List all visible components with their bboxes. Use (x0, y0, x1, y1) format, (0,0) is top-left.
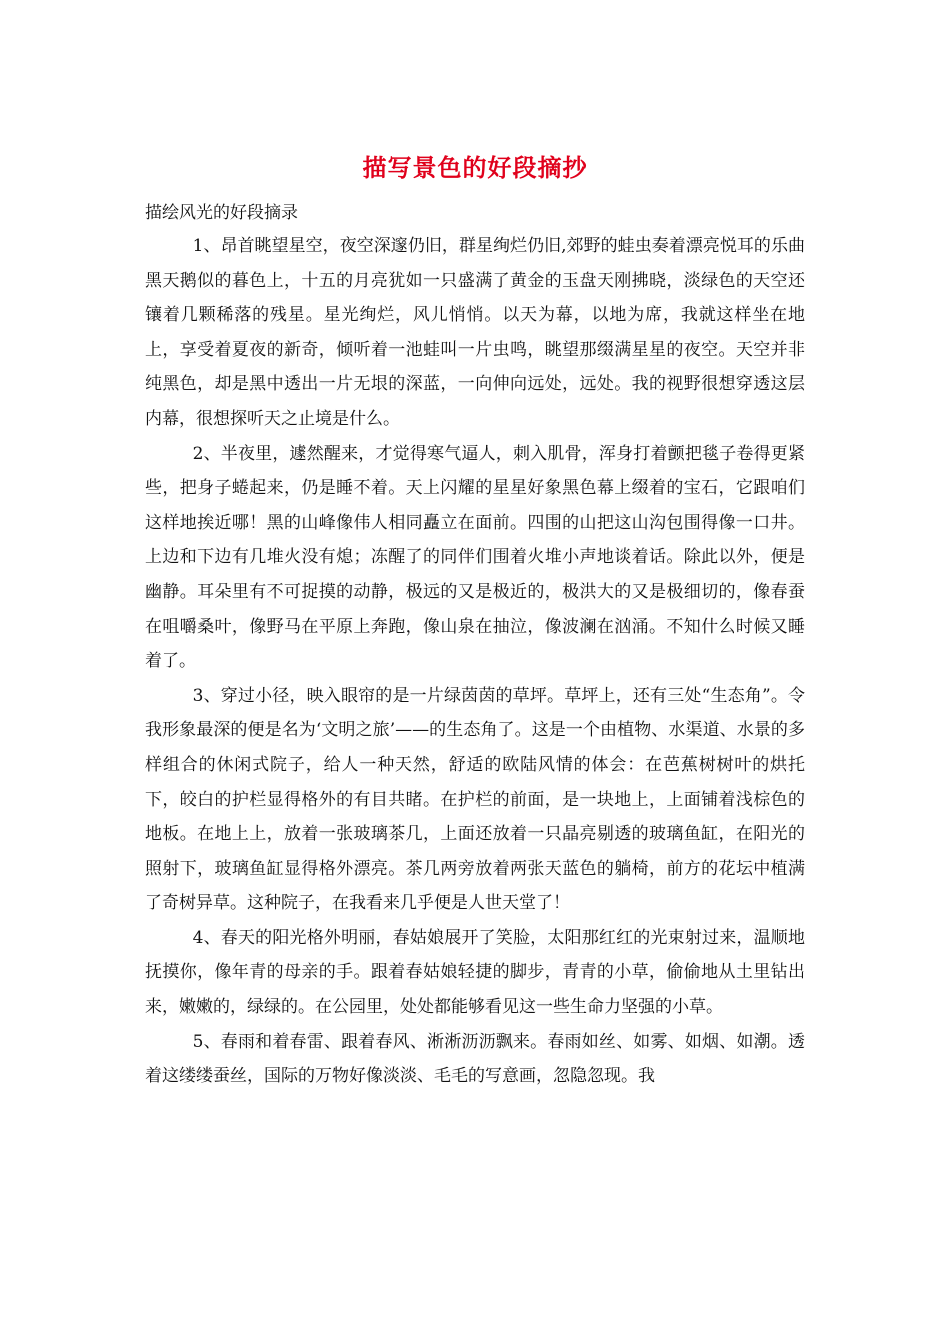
paragraph-5: 5、春雨和着春雷、跟着春风、淅淅沥沥飘来。春雨如丝、如雾、如烟、如潮。透着这缕缕蚕丝，国际的万物好像淡淡、毛毛的写意画，忽隐忽现。我 (145, 1031, 805, 1087)
paragraph-4: 4、春天的阳光格外明丽，春姑娘展开了笑脸，太阳那红红的光束射过来，温顺地抚摸你，像年青的母亲的手。跟着春姑娘轻捷的脚步，青青的小草，偷偷地从土里钻出来，嫩嫩的，绿绿的。在公园里，处处都能够看见这一些生命力坚强的小草。 (145, 927, 805, 1018)
paragraph-2: 2、半夜里，遽然醒来，才觉得寒气逼人，刺入肌骨，浑身打着颤把毯子卷得更紧些，把身子蜷起来，仍是睡不着。天上闪耀的星星好象黑色幕上缀着的宝石，它跟咱们这样地挨近哪！黑的山峰像伟人相同矗立在面前。四围的山把这山沟包围得像一口井。上边和下边有几堆火没有熄；冻醒了的同伴们围着火堆小声地谈着话。除此以外，便是幽静。耳朵里有不可捉摸的动静，极远的又是极近的，极洪大的又是极细切的，像春蚕在咀嚼桑叶，像野马在平原上奔跑，像山泉在抽泣，像波澜在汹涌。不知什么时候又睡着了。 (145, 443, 805, 672)
document-title: 描写景色的好段摘抄 (362, 153, 588, 182)
paragraph-1: 1、昂首眺望星空，夜空深邃仍旧，群星绚烂仍旧,郊野的蛙虫奏着漂亮悦耳的乐曲黑天鹅似的暮色上，十五的月亮犹如一只盛满了黄金的玉盘天刚拂晓，淡绿色的天空还镶着几颗稀落的残星。星光绚烂，风儿悄悄。以天为幕，以地为席，我就这样坐在地上，享受着夏夜的新奇，倾听着一池蛙叫一片虫鸣，眺望那缀满星星的夜空。天空并非纯黑色，却是黑中透出一片无垠的深蓝，一向伸向远处，远处。我的视野很想穿透这层内幕，很想探听天之止境是什么。 (145, 236, 805, 429)
document-subtitle: 描绘风光的好段摘录 (145, 203, 298, 223)
paragraph-3: 3、穿过小径，映入眼帘的是一片绿茵茵的草坪。草坪上，还有三处“生态角”。令我形象最深的便是名为‘文明之旅’——的生态角了。这是一个由植物、水渠道、水景的多样组合的休闲式院子，给人一种天然，舒适的欧陆风情的体会：在芭蕉树树叶的烘托下，皎白的护栏显得格外的有目共睹。在护栏的前面，是一块地上，上面铺着浅棕色的地板。在地上上，放着一张玻璃茶几，上面还放着一只晶亮剔透的玻璃鱼缸，在阳光的照射下，玻璃鱼缸显得格外漂亮。茶几两旁放着两张天蓝色的躺椅，前方的花坛中植满了奇树异草。这种院子，在我看来几乎便是人世天堂了！ (145, 685, 805, 914)
document-body (145, 229, 805, 1094)
